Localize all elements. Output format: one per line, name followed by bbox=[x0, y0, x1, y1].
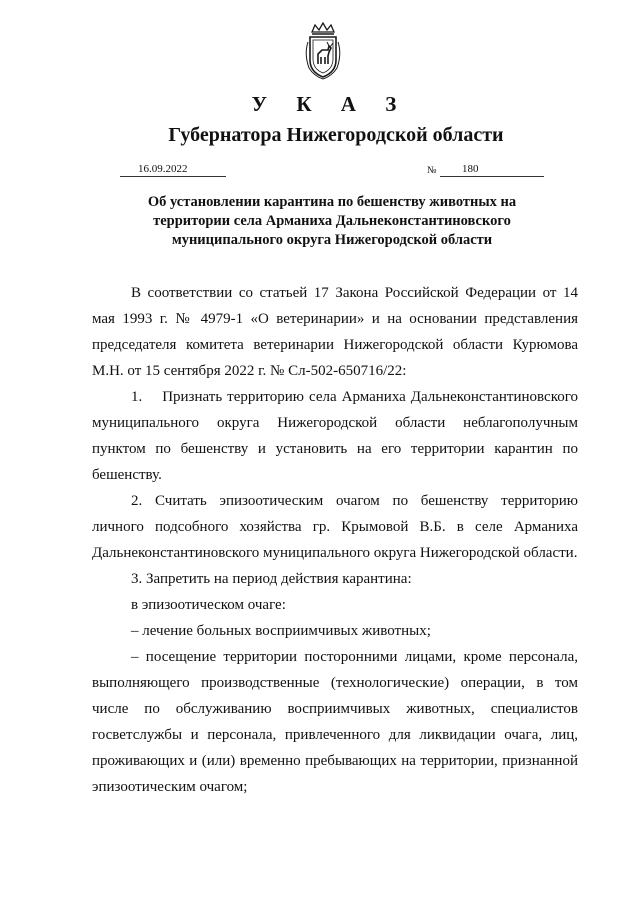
document-subtitle: Губернатора Нижегородской области bbox=[168, 124, 504, 146]
paragraph-preamble: В соответствии со статьей 17 Закона Российской Федерации от 14 мая 1993 г. № 4979-1 «О ветеринарии» и на основании представления председателя комитета ветеринарии Нижегородской области Курюмова М.Н. от 15 сентября 2022 г. № Сл-502-650716/22: bbox=[92, 285, 578, 379]
paragraph-bullet: – лечение больных восприимчивых животных; bbox=[131, 623, 431, 639]
paragraph-item-2: 2. Считать эпизоотическим очагом по бешенству территорию личного подсобного хозяйства гр. Крымовой В.Б. в селе Арманиха Дальнеконстантиновского муниципального округа Нижегородской области. bbox=[92, 493, 578, 561]
heading-line: территории села Арманиха Дальнеконстантиновского bbox=[153, 213, 511, 229]
document-number: 180 bbox=[440, 163, 544, 177]
paragraph-bullet: – посещение территории посторонними лицами, кроме персонала, выполняющего производственные (технологические) операции, в том числе по обслуживанию восприимчивых животных, специалистов госветслужбы и персонала, привлеченного для ликвидации очага, лиц, проживающих и (или) временно пребывающих на территории, признанной эпизоотическим очагом; bbox=[92, 649, 578, 795]
heading-line: муниципального округа Нижегородской области bbox=[171, 232, 493, 248]
paragraph-subheading: в эпизоотическом очаге: bbox=[131, 597, 286, 613]
document-date: 16.09.2022 bbox=[120, 163, 226, 177]
decree-heading bbox=[120, 193, 544, 250]
heading-line: Об установлении карантина по бешенству животных на bbox=[147, 194, 517, 210]
decree-body bbox=[92, 280, 578, 800]
paragraph-item-1: 1. Признать территорию села Арманиха Дальнеконстантиновского муниципального округа Нижегородской области неблагополучным пунктом по бешенству и установить на его территории карантин по бешенству. bbox=[92, 389, 578, 483]
number-sign: № bbox=[427, 165, 437, 176]
document-title: У К А З bbox=[251, 92, 409, 116]
paragraph-item-3: 3. Запретить на период действия карантина: bbox=[131, 571, 412, 587]
coat-of-arms-icon bbox=[302, 22, 344, 80]
